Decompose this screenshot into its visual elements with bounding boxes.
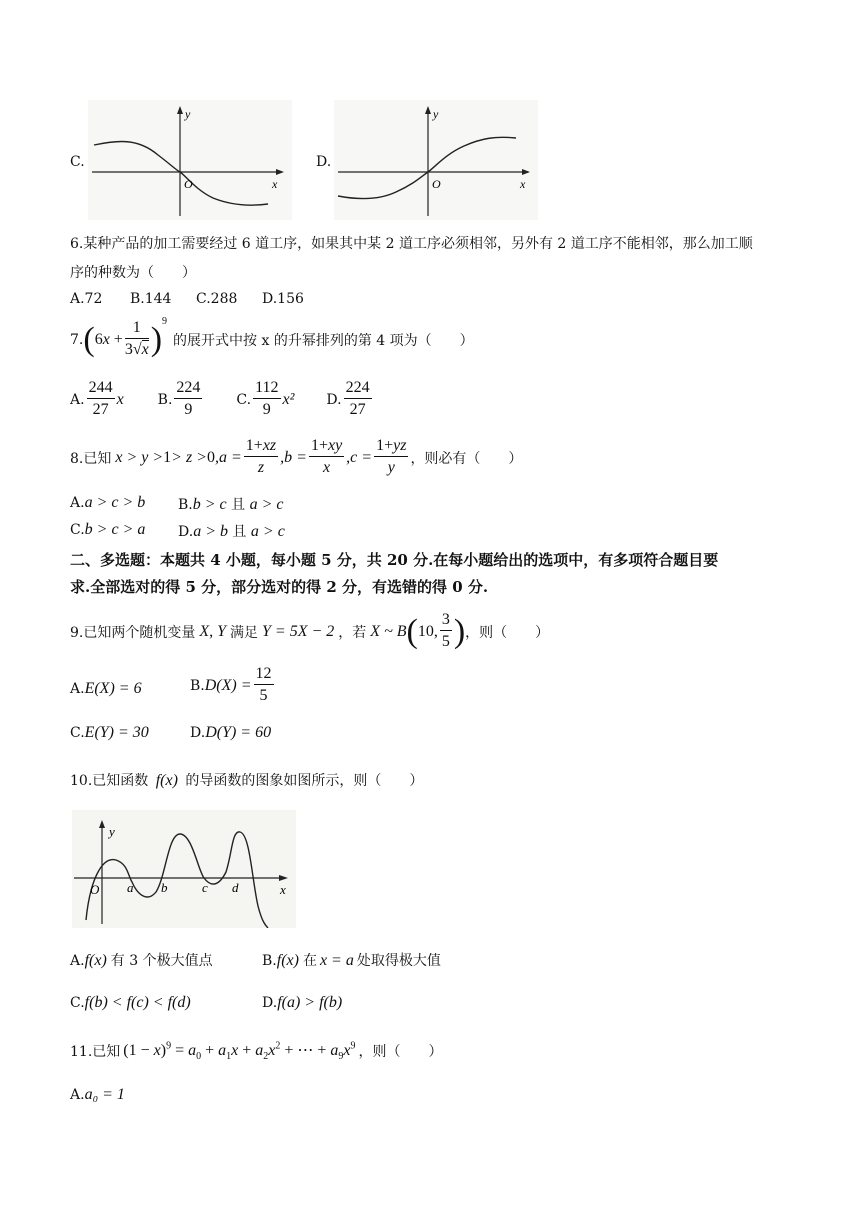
- q5-option-c-graph: [88, 100, 292, 220]
- q8-option-a: A.a > c > b: [70, 494, 146, 511]
- q5c-origin-label: O: [184, 177, 193, 191]
- q7-option-a-frac: $\frac{244}{27}$: [88, 379, 113, 418]
- q11-tail: ，则（ ）: [358, 1044, 443, 1061]
- q6-stem-line2: 序的种数为（ ）: [70, 265, 196, 281]
- q7-option-c-label: C.: [236, 391, 252, 408]
- q7-option-a-label: A.: [70, 391, 85, 408]
- q10-a-label: a: [127, 880, 134, 895]
- q11-stem: [70, 1040, 443, 1062]
- q10-x-label: x: [280, 882, 286, 897]
- q7-stem-suffix: 的展开式中按 x 的升幂排列的第 4 项为（ ）: [173, 332, 474, 349]
- q5-option-d-label: D.: [316, 154, 332, 170]
- q10-b-label: b: [161, 880, 168, 895]
- q8-condition: x > y > 1 > z > 0 ,a = $\frac{1+xz}{z}$ ,b = $\frac{1+xy}{x}$ ,c = $\frac{1+yz}{y}$: [111, 437, 407, 476]
- q7-option-b-label: B.: [157, 391, 173, 408]
- q11-number: 11.已知: [70, 1044, 121, 1061]
- q7-number: 7.: [70, 331, 84, 348]
- q10-d-label: d: [232, 880, 239, 895]
- q10-c-label: c: [202, 880, 208, 895]
- q9-option-a: A.E(X) = 6: [70, 680, 142, 697]
- q7-stem: [70, 318, 474, 361]
- q7-option-b-frac: $\frac{224}{9}$: [176, 379, 201, 418]
- q9-option-b: B. D(X) = $\frac{12}{5}$: [190, 665, 272, 704]
- q11-expansion: $(1 - x)^9 = a_0 + a_1x + a_2x^2$ + ⋯ + $a_9x^9$: [123, 1040, 356, 1063]
- q8-stem: [70, 436, 522, 479]
- q5-option-d-graph: [334, 100, 538, 220]
- q10-stem: 10.已知函数 f(x) 的导函数的图象如图所示，则（ ）: [70, 772, 424, 789]
- q10-origin-label: O: [90, 882, 100, 897]
- q8-number: 8.已知: [70, 450, 112, 467]
- section2-heading-line2: 求.全部选对的得 5 分，部分选对的得 2 分，有选错的得 0 分.: [70, 578, 489, 596]
- q8-option-c: C.b > c > a: [70, 521, 146, 538]
- q9-relation: Y = 5X − 2: [262, 622, 335, 640]
- q10-y-label: y: [109, 824, 115, 839]
- q9-option-c: C.E(Y) = 30: [70, 724, 149, 741]
- q11-option-a: A.a₀ = 1: [70, 1086, 125, 1103]
- q7-binomial: ( 6 x + $\frac{1}{3√x}$ ) $^9$: [83, 316, 168, 358]
- q9-vars: X, Y: [199, 622, 227, 640]
- q5d-origin-label: O: [432, 177, 441, 191]
- q9-option-d: D.D(Y) = 60: [190, 724, 272, 741]
- q5c-y-label: y: [185, 107, 191, 121]
- q5d-y-label: y: [433, 107, 439, 121]
- q5-option-c-label: C.: [70, 154, 85, 170]
- q9-mid1: 满足: [230, 624, 259, 641]
- q10-option-d: D.f(a) > f(b): [262, 994, 343, 1011]
- q9-stem: [70, 610, 549, 653]
- q7-option-a-tail: x: [116, 390, 124, 408]
- q9-mid2: ，若: [338, 624, 367, 641]
- q7-option-c-frac: $\frac{112}{9}$: [255, 379, 279, 418]
- q9-number: 9.已知两个随机变量: [70, 624, 196, 641]
- q7-option-d-frac: $\frac{224}{27}$: [345, 379, 370, 418]
- q6-option-c: C.288: [196, 291, 238, 307]
- q10-option-c: C.f(b) < f(c) < f(d): [70, 994, 191, 1011]
- q7-option-c-tail: x²: [282, 390, 295, 408]
- q10-option-a: A.f(x) 有 3 个极大值点: [70, 952, 213, 969]
- section2-heading-line1: 二、多选题：本题共 4 小题，每小题 5 分，共 20 分.在每小题给出的选项中，有多项符合题目要: [70, 551, 719, 569]
- q9-distribution: X ~ B ( 10, $\frac{3}{5}$ ): [370, 611, 466, 650]
- q6-option-a: A.72: [70, 291, 103, 307]
- q8-option-d: D.a > b 且 a > c: [178, 523, 285, 540]
- q5c-x-label: x: [272, 177, 278, 191]
- q8-option-b: B.b > c 且 a > c: [178, 496, 284, 513]
- q6-option-b: B.144: [130, 291, 172, 307]
- q7-options: [70, 378, 374, 421]
- q10-derivative-graph: [72, 810, 296, 928]
- q10-option-b: B.f(x) 在 x = a 处取得极大值: [262, 952, 441, 969]
- q8-stem-suffix: ，则必有（ ）: [410, 450, 523, 467]
- q5d-x-label: x: [520, 177, 526, 191]
- q7-option-d-label: D.: [326, 391, 342, 408]
- q6-option-d: D.156: [262, 291, 304, 307]
- q9-tail: ，则（ ）: [465, 624, 550, 641]
- q6-stem-line1: 6.某种产品的加工需要经过 6 道工序，如果其中某 2 道工序必须相邻，另外有 2 道工序不能相邻，那么加工顺: [70, 236, 753, 252]
